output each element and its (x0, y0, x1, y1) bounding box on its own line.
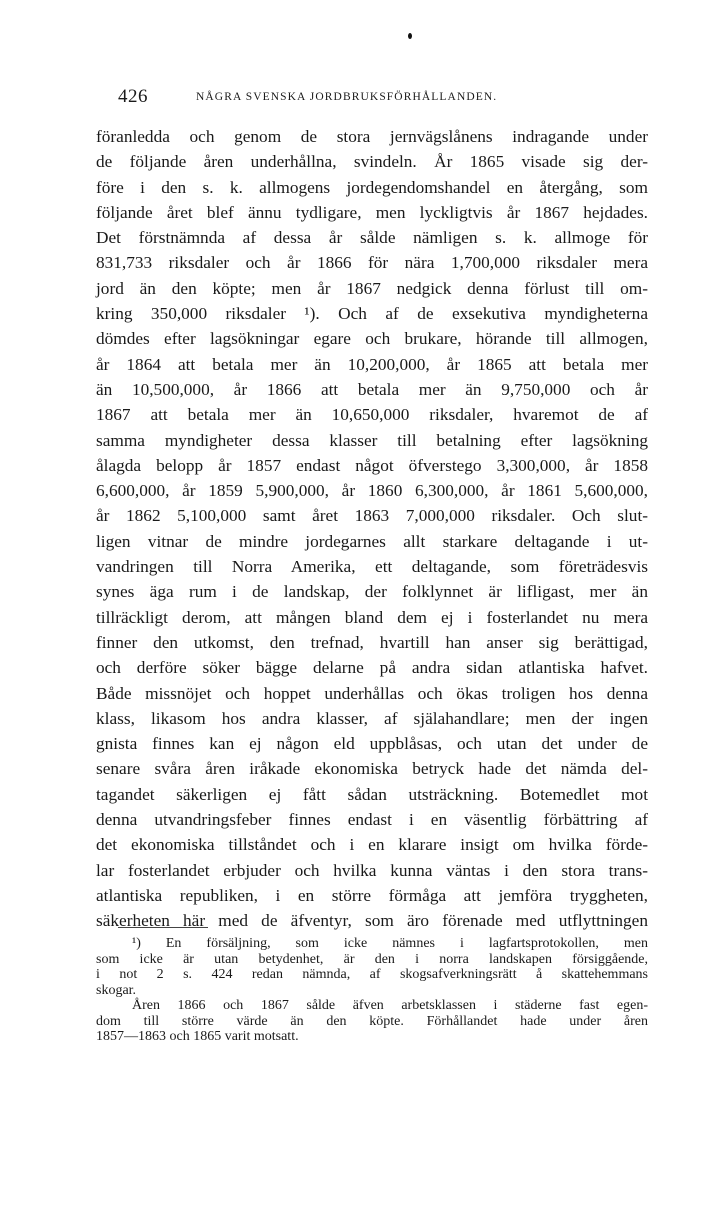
footnote-line: i not 2 s. 424 redan nämnda, af skogsafverkningsrätt å skattehemmans (96, 967, 648, 982)
text-line: lar fosterlandet erbjuder och hvilka kunna väntas i den stora trans- (96, 860, 648, 880)
footnote-line: Åren 1866 och 1867 sålde äfven arbetsklassen i städerne fast egen- (132, 998, 648, 1013)
text-line: dömdes efter lagsökningar egare och brukare, hörande till allmogen, (96, 329, 648, 349)
text-line: år 1864 att betala mer än 10,200,000, år 1865 att betala mer (96, 354, 648, 374)
text-line: Det förstnämnda af dessa år sålde nämligen s. k. allmoge för (96, 228, 648, 248)
footnote-line: dom till större värde än den köpte. Förhållandet hade under åren (96, 1013, 648, 1029)
footnote-line: 1857—1863 och 1865 varit motsatt. (96, 1029, 299, 1044)
text-line: och derföre söker bägge delarne på andra sidan atlantiska hafvet. (96, 658, 648, 678)
page-number: 426 (118, 86, 148, 107)
text-line: ligen vitnar de mindre jordegarnes allt starkare deltagande i ut- (96, 531, 648, 551)
text-line: än 10,500,000, år 1866 att betala mer än 9,750,000 och år (96, 379, 648, 399)
footnote-line: skogar. (96, 982, 137, 998)
text-line: ålagda belopp år 1857 endast något öfverstego 3,300,000, år 1858 (96, 455, 648, 475)
text-line: jord än den köpte; men år 1867 nedgick denna förlust till om- (96, 278, 648, 298)
text-line: det ekonomiska tillståndet och i en klarare insigt om hvilka förde- (96, 835, 648, 855)
page-header (118, 86, 648, 110)
text-line: Både missnöjet och hoppet underhållas och ökas troligen hos denna (96, 683, 648, 703)
text-line: samma myndigheter dessa klasser till betalning efter lagsökning (96, 430, 648, 450)
text-line: säkerheten här med de äfventyr, som äro förenade med utflyttningen (96, 911, 648, 931)
footnote-line: ¹) En försäljning, som icke nämnes i lagfartsprotokollen, men (132, 936, 648, 951)
text-line: följande året blef ännu tydligare, men lyckligtvis år 1867 hejdades. (96, 202, 648, 222)
text-line: gnista finnes kan ej någon eld uppblåsas, och utan det under de (96, 734, 648, 754)
text-line: år 1862 5,100,000 samt året 1863 7,000,000 riksdaler. Och slut- (96, 506, 648, 526)
text-line: finner den utkomst, den trefnad, hvartill han anser sig berättigad, (96, 632, 648, 652)
text-line: vandringen till Norra Amerika, ett deltagande, som företrädesvis (96, 557, 648, 577)
text-line: tagandet säkerligen ej fått sådan utsträckning. Botemedlet mot (96, 784, 648, 804)
text-line: 6,600,000, år 1859 5,900,000, år 1860 6,300,000, år 1861 5,600,000, (96, 481, 648, 501)
text-line: 831,733 riksdaler och år 1866 för nära 1,700,000 riksdaler mera (96, 253, 648, 273)
text-line: denna utvandringsfeber finnes endast i en väsentlig förbättring af (96, 810, 648, 830)
text-line: atlantiska republiken, i en större förmåga att jemföra tryggheten, (96, 885, 648, 905)
ink-speck (408, 33, 412, 39)
text-line: föranledda och genom de stora jernvägslånens indragande under (96, 127, 648, 146)
footnotes (96, 936, 648, 1045)
text-line: 1867 att betala mer än 10,650,000 riksdaler, hvaremot de af (96, 405, 648, 425)
text-line: före i den s. k. allmogens jordegendomshandel en återgång, som (96, 177, 648, 197)
text-line: tillräckligt derom, att mången bland dem ej i fosterlandet nu mera (96, 607, 648, 627)
text-line: synes äga rum i de landskap, der folklynnet är lifligast, mer än (96, 582, 648, 602)
running-title: NÅGRA SVENSKA JORDBRUKSFÖRHÅLLANDEN. (196, 91, 498, 103)
footnote-line: som icke är utan betydenhet, är den i norra landskapen försiggående, (96, 951, 648, 967)
text-line: klass, likasom hos andra klasser, af själahandlare; men der ingen (96, 708, 648, 728)
footnote-divider (118, 927, 208, 928)
body-text (96, 124, 648, 934)
text-line: de följande åren underhållna, svindeln. År 1865 visade sig der- (96, 152, 648, 172)
text-line: senare svåra åren iråkade ekonomiska betryck hade det nämda del- (96, 759, 648, 779)
text-line: kring 350,000 riksdaler ¹). Och af de exsekutiva myndigheterna (96, 304, 648, 324)
